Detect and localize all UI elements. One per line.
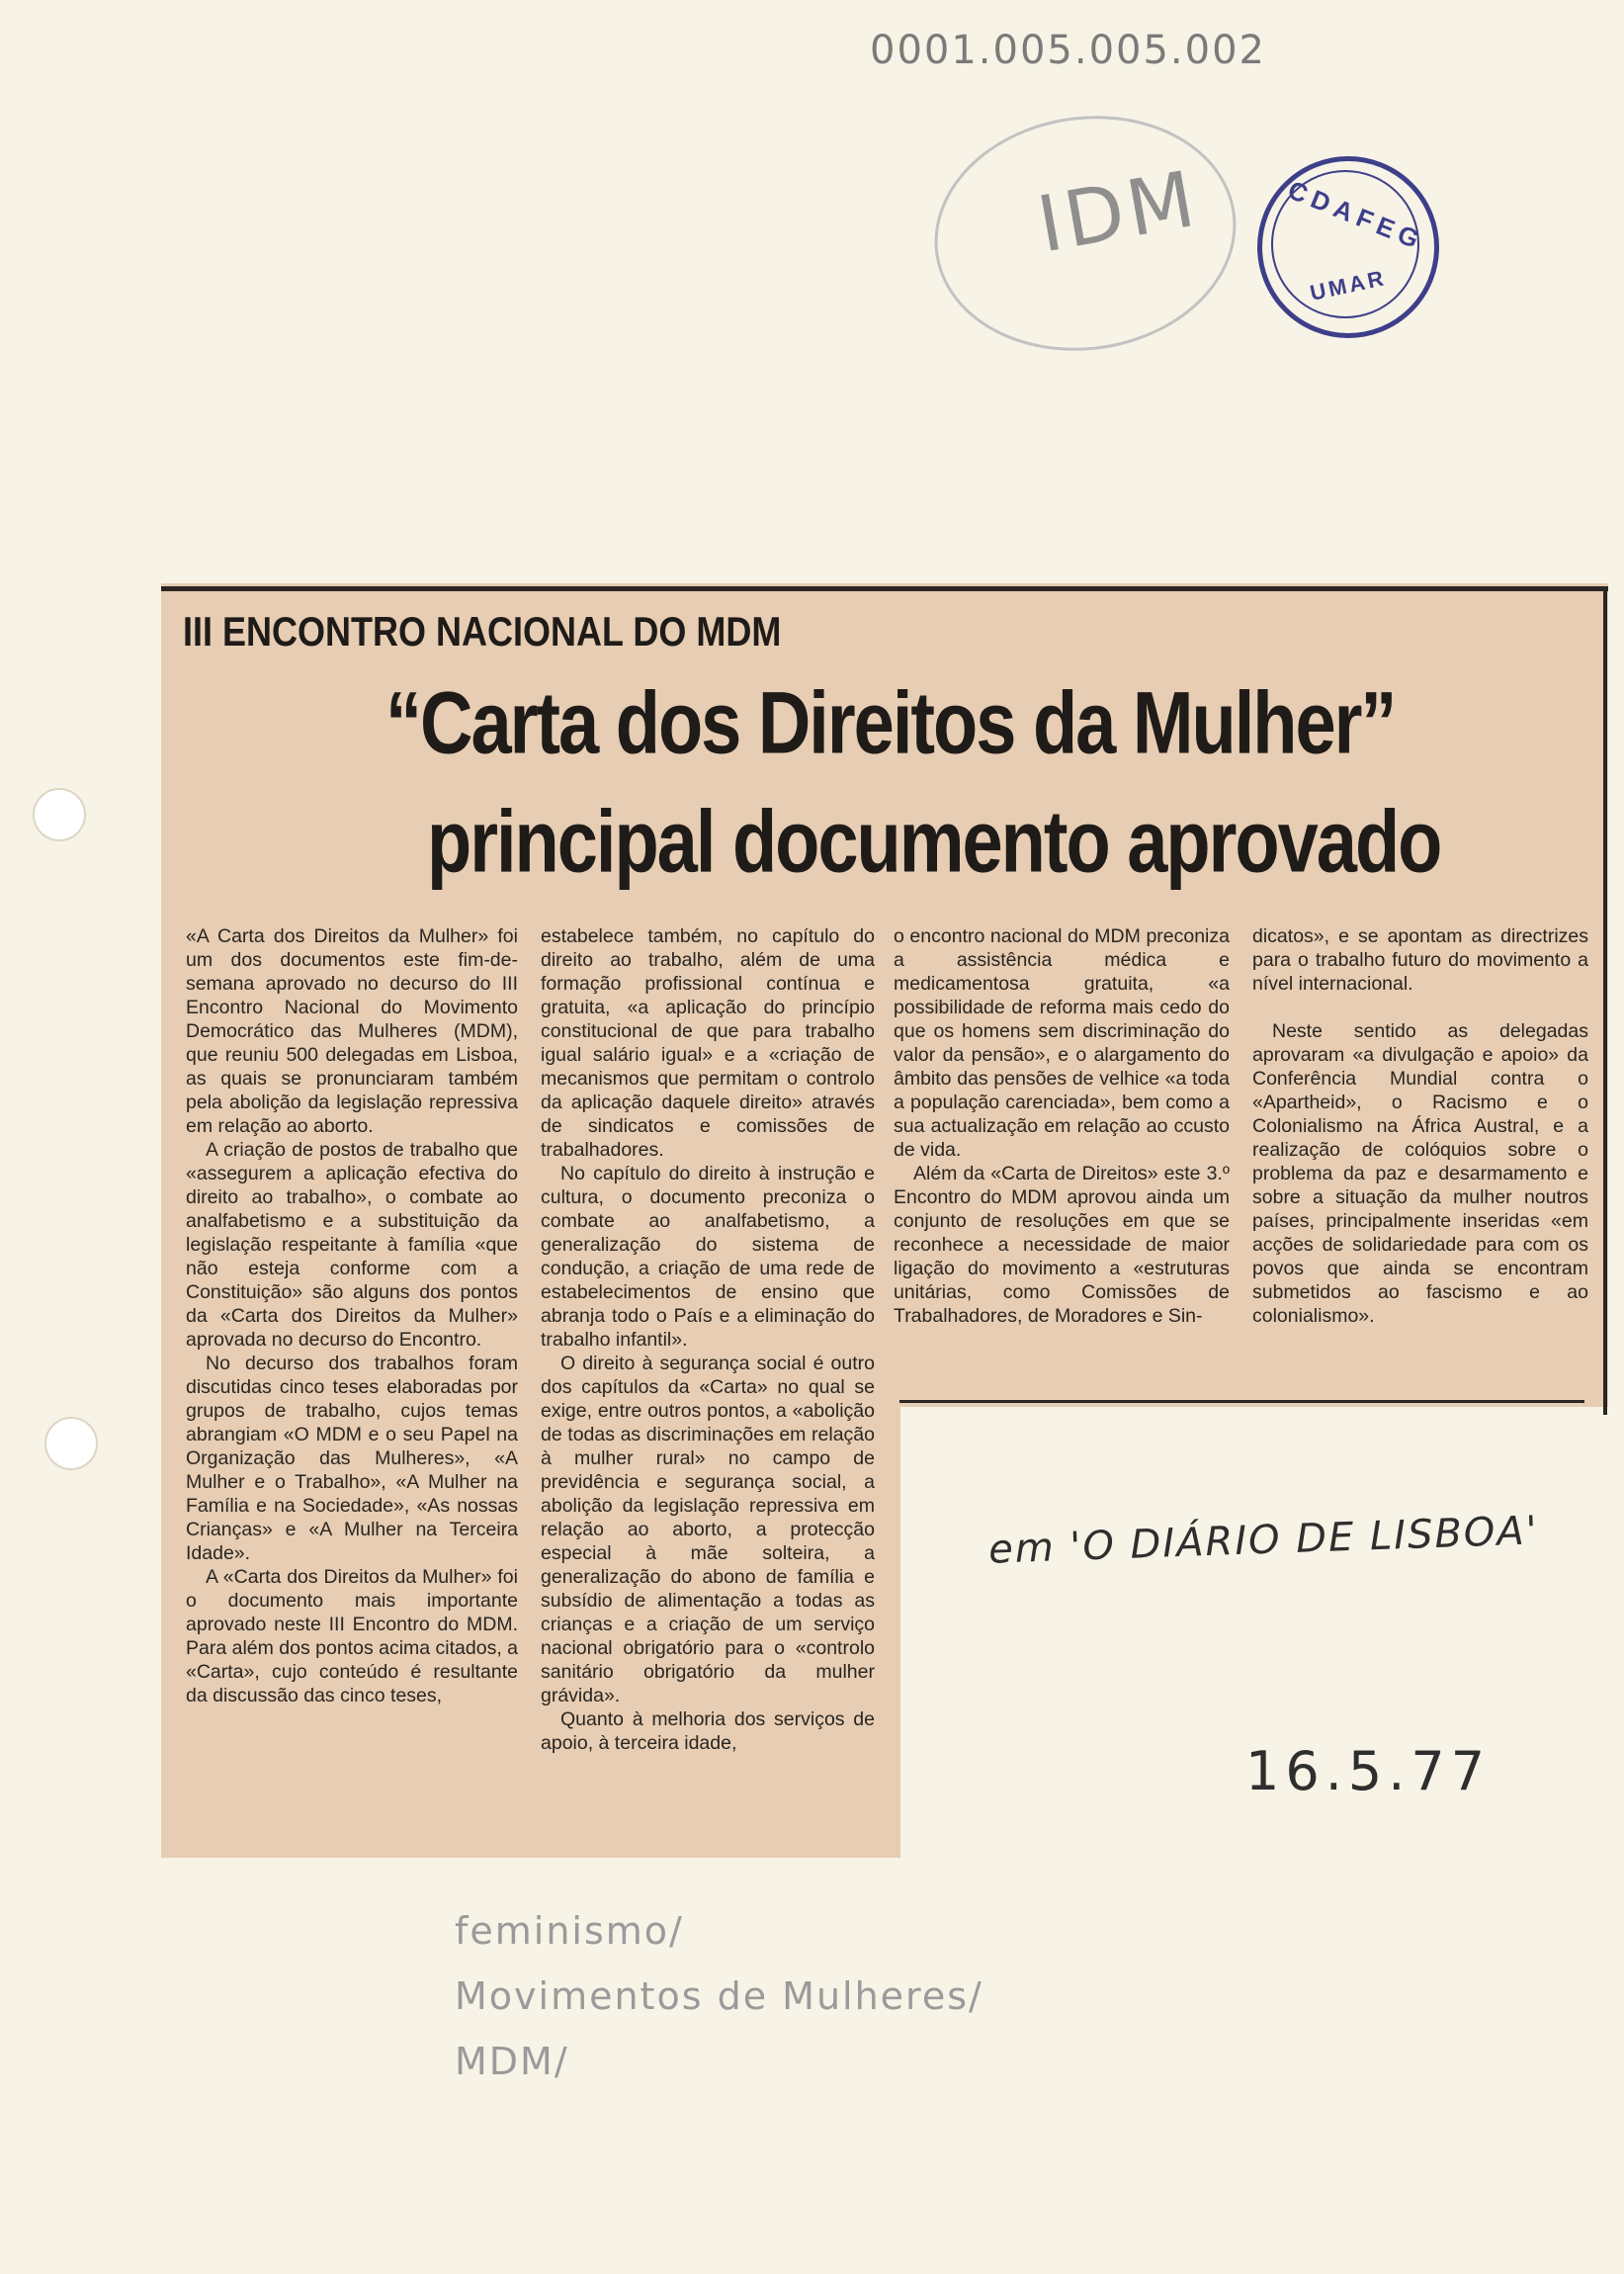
- date-note: 16.5.77: [1245, 1740, 1492, 1802]
- article-column-3: [894, 924, 1230, 1328]
- keyword: Movimentos de Mulheres/: [455, 1974, 983, 2018]
- source-note: em 'O DIÁRIO DE LISBOA': [987, 1508, 1540, 1573]
- archive-id: 0001.005.005.002: [870, 28, 1266, 73]
- paragraph: No capítulo do direito à instrução e cultura, o documento preconiza o combate ao analfabetismo, a generalização do sistema de condução, a criação de uma rede de estabelecimentos de ensino que abranja todo o País e a eliminação do trabalho infantil».: [541, 1163, 875, 1351]
- article-kicker: III ENCONTRO NACIONAL DO MDM: [183, 608, 782, 656]
- article-headline-line1: “Carta dos Direitos da Mulher”: [385, 673, 1396, 772]
- keywords-note: [455, 1898, 983, 2094]
- clipping-top-rule: [161, 586, 1608, 591]
- article-headline-line2: principal documento aprovado: [427, 792, 1441, 891]
- paragraph: A criação de postos de trabalho que «assegurem a aplicação efectiva do direito ao trabalho», o combate ao analfabetismo e a substituição da legislação respeitante à família «que não esteja conforme com a Constituição» são alguns dos pontos da «Carta dos Direitos da Mulher» aprovada no decurso do Encontro.: [186, 1139, 518, 1351]
- circled-code: IDM: [1031, 154, 1205, 271]
- paragraph: O direito à segurança social é outro dos capítulos da «Carta» no qual se exige, entre outros pontos, a «abolição de todas as discriminações em relação à mulher rural» no campo de previdência e segurança social, a abolição da legislação repressiva em relação ao aborto, a protecção especial à mãe solteira, a generalização do abono de família e subsídio de alimentação a todas as crianças e a criação de um serviço nacional obrigatório para o «controlo sanitário obrigatório da mulher grávida».: [541, 1353, 875, 1706]
- punch-hole-top: [33, 788, 86, 841]
- paragraph: No decurso dos trabalhos foram discutidas cinco teses elaboradas por grupos de trabalho, cujos temas abrangiam «O MDM e o seu Papel na Organização das Mulheres», «A Mulher e o Trabalho», «A Mulher na Família e na Sociedade», «As nossas Crianças» e «A Mulher na Terceira Idade».: [186, 1353, 518, 1564]
- paragraph: Neste sentido as delegadas aprovaram «a divulgação e apoio» da Conferência Mundial contra o «Apartheid», o Racismo e o Colonialismo na África Austral, e a realização de colóquios sobre o problema da paz e desarmamento e sobre a situação da mulher noutros países, principalmente inseridas «em acções de solidariedade para com os povos que ainda se encontram submetidos ao fascismo e ao colonialismo».: [1252, 1020, 1588, 1327]
- article-column-1: [186, 924, 518, 1707]
- clipping-bottom-rule: [899, 1400, 1584, 1403]
- paragraph: o encontro nacional do MDM preconiza a assistência médica e medicamentosa gratuita, «a possibilidade de reforma mais cedo do que os homens sem discriminação do valor da pensão», e o alargamento do âmbito das pensões de velhice «a toda a população carenciada», bem como a sua actualização em relação ao ccusto de vida.: [894, 925, 1230, 1161]
- article-column-2: [541, 924, 875, 1755]
- punch-hole-bottom: [44, 1417, 98, 1470]
- stamp-bottom-text: UMAR: [1308, 265, 1389, 306]
- keyword: feminismo/: [455, 1909, 684, 1953]
- clipping-right-rule: [1603, 586, 1607, 1415]
- paragraph: dicatos», e se apontam as directrizes para o trabalho futuro do movimento a nível internacional.: [1252, 925, 1588, 995]
- stamp-top-text: CDAFEG: [1283, 174, 1429, 257]
- paragraph: estabelece também, no capítulo do direito ao trabalho, além de uma formação profissional contínua e gratuita, «a aplicação do princípio constitucional de que para trabalho igual salário igual» e a «criação de mecanismos que permitam o controlo da aplicação daquele direito» através de sindicatos e comissões de trabalhadores.: [541, 925, 875, 1161]
- keyword: MDM/: [455, 2040, 569, 2083]
- paragraph: «A Carta dos Direitos da Mulher» foi um dos documentos este fim-de-semana aprovado no decurso do III Encontro Nacional do Movimento Democrático das Mulheres (MDM), que reuniu 500 delegadas em Lisboa, as quais se pronunciaram também pela abolição da legislação repressiva em relação ao aborto.: [186, 925, 518, 1137]
- paragraph: Quanto à melhoria dos serviços de apoio, à terceira idade,: [541, 1708, 875, 1754]
- paragraph: Além da «Carta de Direitos» este 3.º Encontro do MDM aprovou ainda um conjunto de resoluções em que se reconhece a necessidade de maior ligação do movimento a «estruturas unitárias, como Comissões de Trabalhadores, de Moradores e Sin-: [894, 1163, 1230, 1327]
- article-column-4: [1252, 924, 1588, 1328]
- paragraph: A «Carta dos Direitos da Mulher» foi o documento mais importante aprovado neste III Encontro do MDM. Para além dos pontos acima citados, a «Carta», cujo conteúdo é resultante da discussão das cinco teses,: [186, 1566, 519, 1706]
